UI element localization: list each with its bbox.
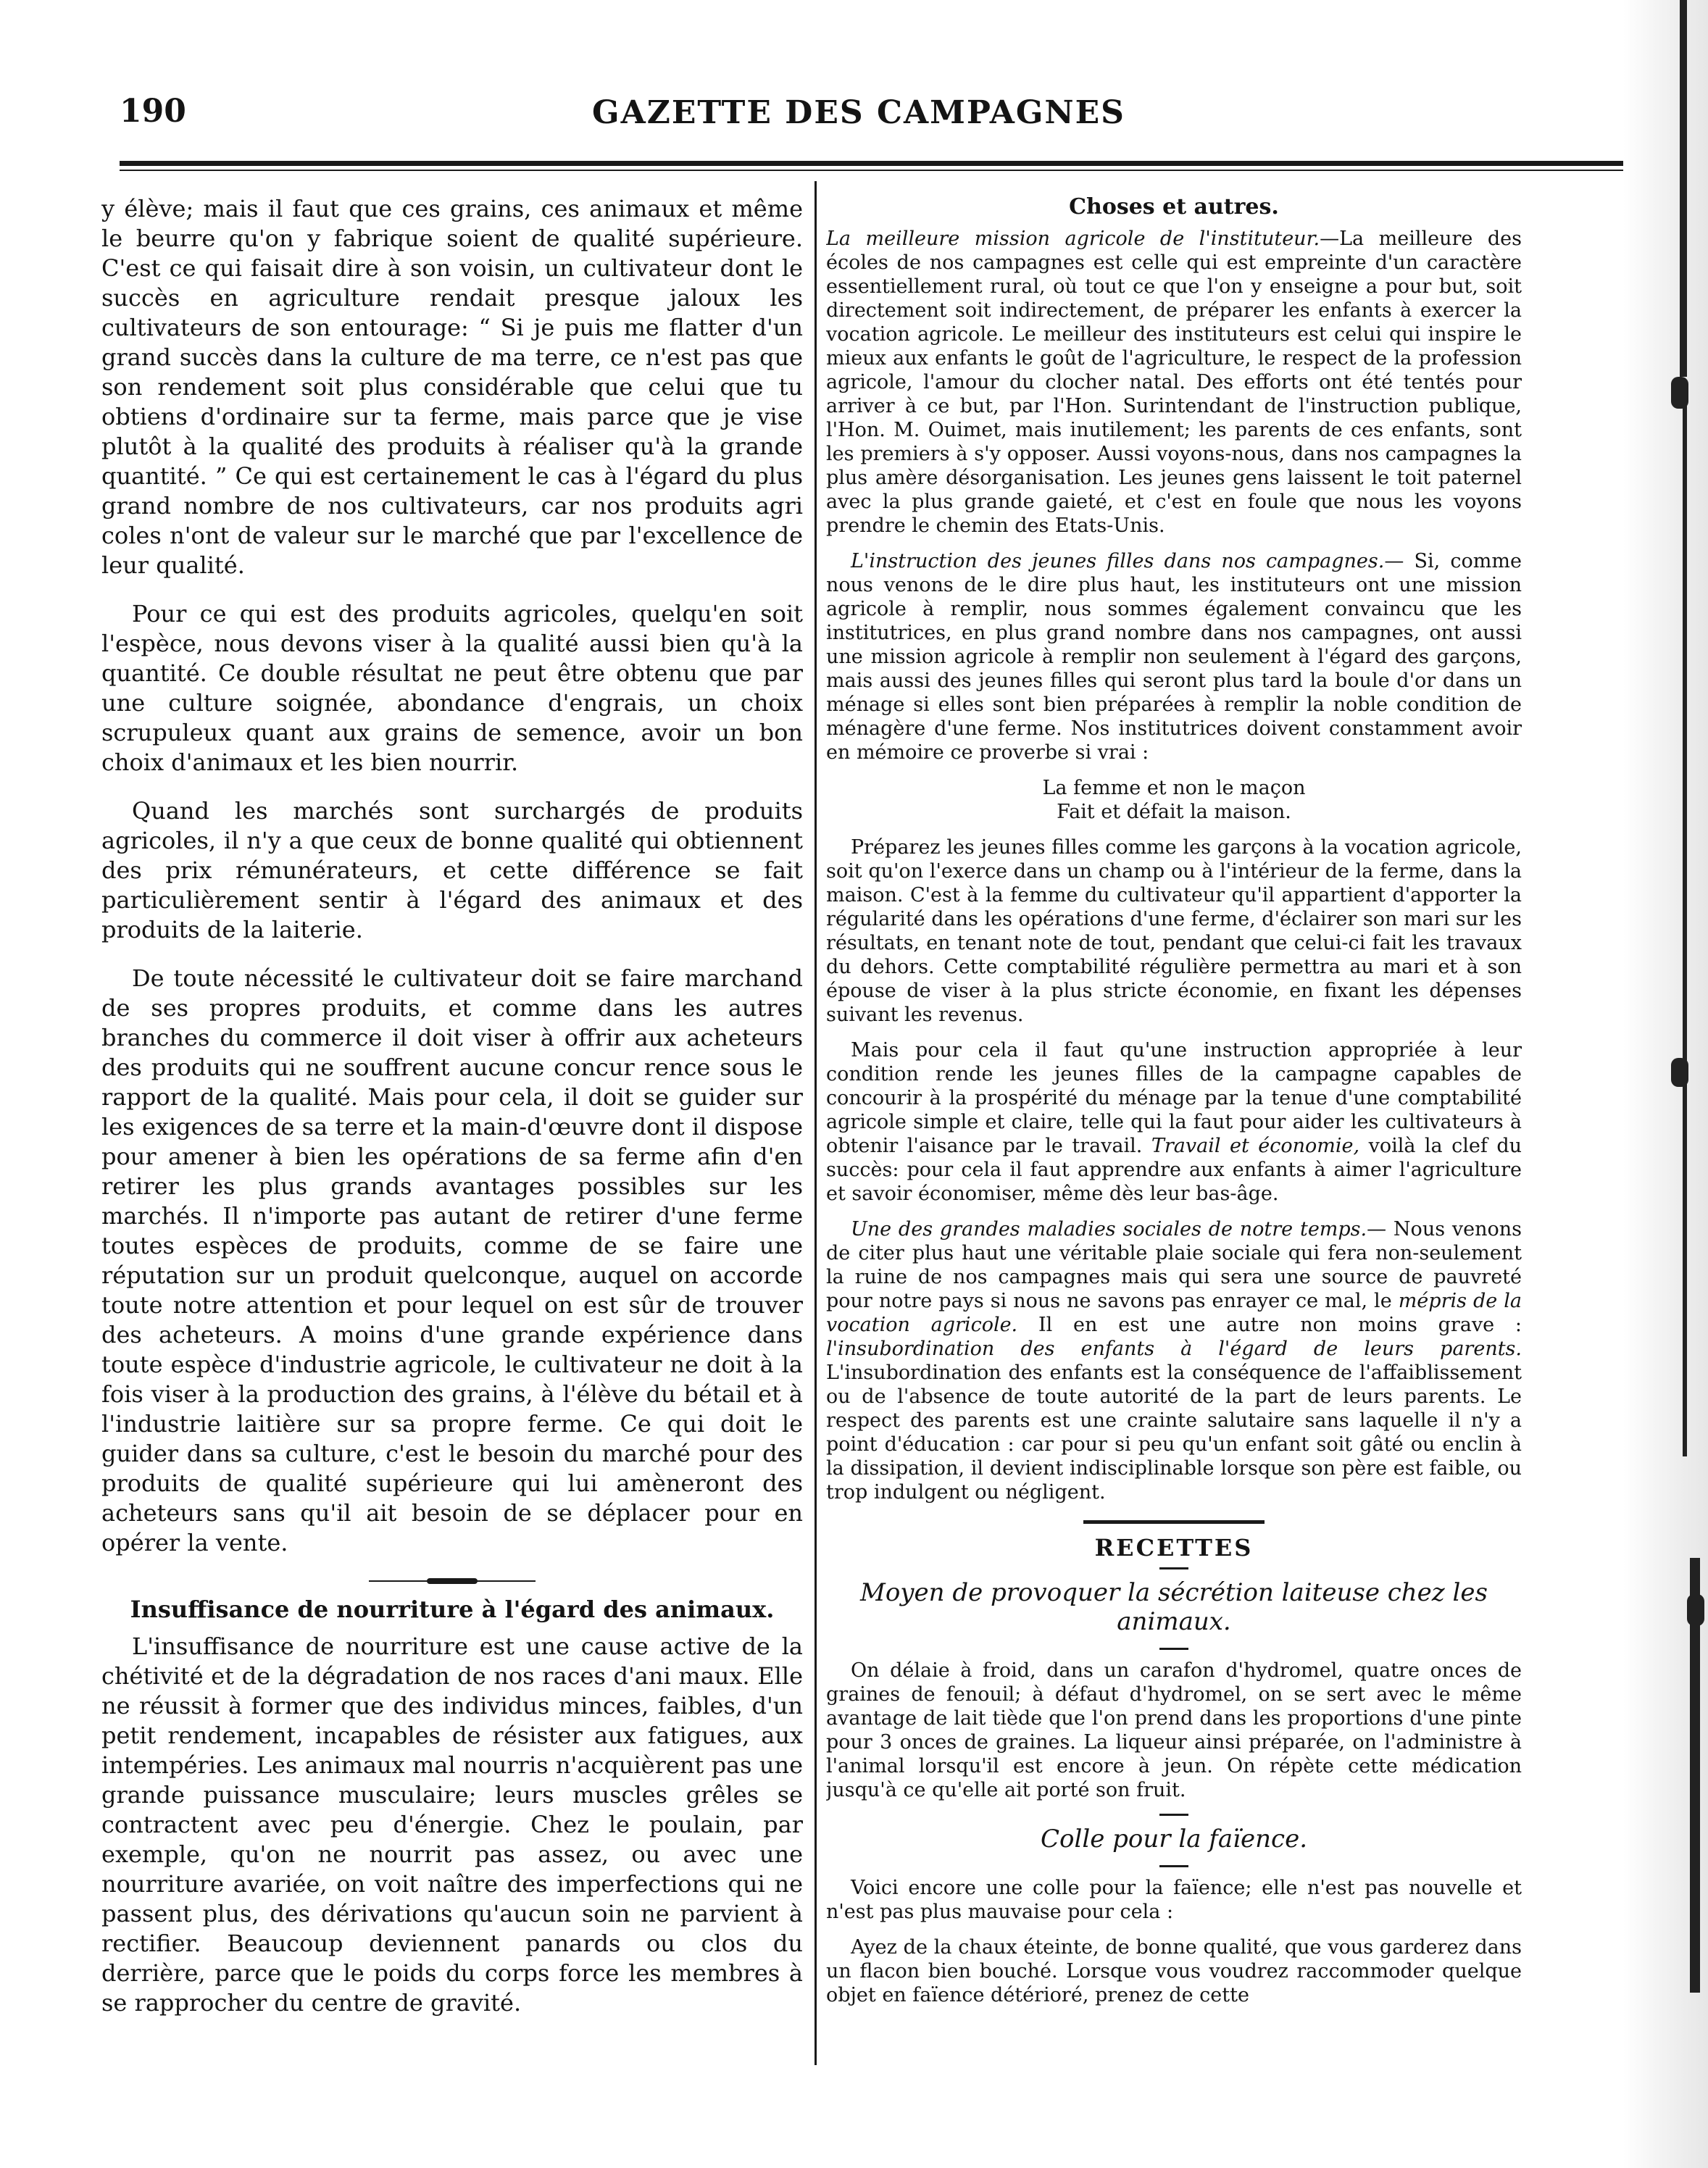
edge-mark-1 <box>1680 0 1687 377</box>
publication-title: GAZETTE DES CAMPAGNES <box>592 94 1125 131</box>
edge-mark-2 <box>1683 406 1687 1456</box>
recettes-separator-rule <box>1083 1520 1265 1524</box>
left-paragraph-3: Quand les marchés sont surchargés de produits agricoles, il n'y a que ceux de bonne qualité qui obtiennent des prix rémunérateurs, et cette différence se fait particulièrement sentir à l'égard des animaux et des produits de la laiterie. <box>101 797 803 943</box>
right-column <box>826 194 1522 2052</box>
article-title-mission-agricole: La meilleure mission agricole de l'instituteur. <box>826 228 1320 250</box>
recipe-2-top-dash <box>1159 1814 1188 1816</box>
recipe-2-dash <box>1159 1865 1188 1867</box>
section-title-choses-et-autres: Choses et autres. <box>1069 194 1279 220</box>
recettes-dash <box>1159 1567 1188 1569</box>
article-maladies-text-b: Il en est une autre non moins grave : <box>1038 1314 1522 1336</box>
left-column <box>101 194 803 2052</box>
article-jeunes-filles-paragraph-2: Préparez les jeunes filles comme les garçons à la vocation agricole, soit qu'on l'exerce dans un champ ou à l'intérieur de la ferme, dans la maison. C'est à la femme du cultivateur qu'il appartient d'apporter la régularité dans les opérations d'une ferme, d'éclairer son mari sur les résultats, en tenant note de tout, pendant que celui-ci fait les travaux du dehors. Cette comptabilité régulière permettra au mari et à son épouse de viser à la plus stricte économie, en fixant les dépenses suivant les revenus. <box>826 836 1522 1026</box>
page-number: 190 <box>120 93 186 130</box>
recipe-colle-paragraph-2: Ayez de la chaux éteinte, de bonne qualité, que vous garderez dans un flacon bien bouché. Lorsque vous voudrez raccommoder quelque objet en faïence détérioré, prenez de cette <box>826 1936 1522 2006</box>
article-body-jeunes-filles: — Si, comme nous venons de le dire plus haut, les instituteurs ont une mission agricole à remplir, nous sommes également convaincu que les institutrices, en plus grand nombre dans nos campagnes, ont aussi une mission agricole à remplir non seulement à l'égard des garçons, mais aussi des jeunes filles qui seront plus tard la boule d'or dans un ménage si elles sont bien préparées à remplir la noble condition de ménagère d'une ferme. Nos institutrices doivent constamment avoir en mémoire ce proverbe si vrai : <box>826 550 1522 764</box>
left-paragraph-2: Pour ce qui est des produits agricoles, quelqu'en soit l'espèce, nous devons viser à la qualité aussi bien qu'à la quantité. Ce double résultat ne peut être obtenu que par une culture soignée, abondance d'engrais, un choix scrupuleux quant aux grains de semence, avoir un bon choix d'animaux et les bien nourrir. <box>101 600 803 776</box>
recipe-title-colle-faience: Colle pour la faïence. <box>1040 1825 1308 1854</box>
left-paragraph-4: De toute nécessité le cultivateur doit se faire marchand de ses propres produits, et comme dans les autres branches du commerce il doit viser à offrir aux acheteurs des produits qui ne souffrent aucune concur rence sous le rapport de la qualité. Mais pour cela, il doit se guider sur les exigences de sa terre et la main-d'œuvre dont il dispose pour amener à bien les opérations de sa ferme afin d'en retirer les plus grands avantages possibles sur les marchés. Il n'importe pas autant de retirer d'une ferme toutes espèces de produits, comme de se faire une réputation sur un produit quelconque, auquel on accorde toute notre attention et pour lequel on est sûr de trouver des acheteurs. A moins d'une grande expérience dans toute espèce d'industrie agricole, le cultivateur ne doit à la fois viser à la production des grains, à l'élève du bétail et à l'industrie laitière sur sa propre ferme. Ce qui doit le guider dans sa culture, c'est le besoin du marché pour des produits de qualité supérieure qui lui amèneront des acheteurs sans qu'il ait besoin de se déplacer pour en opérer la vente. <box>101 964 803 1556</box>
article-body-mission-agricole: —La meilleure des écoles de nos campagnes est celle qui est empreinte d'un caractère essentiellement rural, où tout ce que l'on y enseigne a pour but, soit directement soit indirectement, de préparer les enfants à exercer la vocation agricole. Le meilleur des instituteurs est celui qui inspire le mieux aux enfants le goût de l'agriculture, le respect de la profession agricole, l'amour du clocher natal. Des efforts ont été tentés pour arriver à ce but, par l'Hon. Surintendant de l'instruction publique, l'Hon. M. Ouimet, mais inutilement; les parents de ces enfants, sont les premiers à s'y opposer. Aussi voyons-nous, dans nos campagnes la plus amère désorganisation. Les jeunes gens laissent le toit paternel avec la plus grande gaieté, et c'est en foule que nous les voyons prendre le chemin des Etats-Unis. <box>826 228 1522 537</box>
recipe-1-dash <box>1159 1648 1188 1650</box>
article-maladies-text-a: — Nous venons de citer plus haut une véritable plaie sociale qui fera non-seulement la ruine de nos campagnes mais qui sera une source de pauvreté pour notre pays si nous ne savons pas enrayer ce mal, le <box>826 1218 1522 1312</box>
proverb-line-1: La femme et non le maçon <box>1042 777 1306 799</box>
left-paragraph-5: L'insuffisance de nourriture est une cause active de la chétivité et de la dégradation de nos races d'ani maux. Elle ne réussit à former que des individus minces, faibles, d'un petit rendement, incapables de résister aux fatigues, aux intempéries. Les animaux mal nourris n'acquièrent pas une grande puissance musculaire; leurs muscles grêles se contractent avec peu d'énergie. Chez le poulain, par exemple, qu'on ne nourrit pas assez, ou avec une nourriture avariée, on voit naître des imperfections qui ne passent plus, des dérivations qu'aucun soin ne parvient à rectifier. Beaucoup deviennent panards ou clos du derrière, parce que le poids du corps force les membres à se rapprocher du centre de gravité. <box>101 1633 803 2017</box>
left-paragraph-1: y élève; mais il faut que ces grains, ces animaux et même le beurre qu'on y fabrique soient de qualité supérieure. C'est ce qui faisait dire à son voisin, un cultivateur dont le succès en agriculture rendait presque jaloux les cultivateurs de son entourage: “ Si je puis me flatter d'un grand succès dans la culture de ma terre, ce n'est pas que son rendement soit plus considérable que celui que tu obtiens d'ordinaire sur ta ferme, mais parce que je vise plutôt à la qualité des produits à réaliser qu'à la grande quantité. ” Ce qui est certainement le cas à l'égard du plus grand nombre de nos cultivateurs, car nos produits agri coles n'ont de valeur sur le marché que par l'excellence de leur qualité. <box>101 195 803 579</box>
edge-blot-2 <box>1671 1058 1688 1087</box>
article-jeunes-filles-p3-emphasis: Travail et économie, <box>1151 1135 1360 1157</box>
proverb-verse <box>826 776 1522 824</box>
proverb-line-2: Fait et défait la maison. <box>1057 801 1291 823</box>
edge-blot-3 <box>1687 1594 1704 1626</box>
article-title-jeunes-filles: L'instruction des jeunes filles dans nos campagnes. <box>851 550 1385 572</box>
header-rule-thick <box>120 161 1630 166</box>
section-separator-ornament <box>369 1578 536 1584</box>
article-jeunes-filles-p3-text-a: Mais pour cela il faut qu'une instruction appropriée à leur condition rende les jeunes filles de la campagne capables de concourir à la prospérité du ménage par la tenue d'une comptabilité agricole simple et claire, telle qui la faut pour aider les cultivateurs à obtenir l'aisance par le travail. <box>826 1039 1522 1157</box>
article-jeunes-filles-p3-text-b: voilà la clef du succès: pour cela il faut apprendre aux enfants à aimer l'agriculture et savoir économiser, même dès leur bas-âge. <box>826 1135 1522 1205</box>
article-maladies-sociales <box>826 1217 1522 1504</box>
recipe-colle-paragraph-1: Voici encore une colle pour la faïence; elle n'est pas nouvelle et n'est pas plus mauvaise pour cela : <box>826 1877 1522 1923</box>
section-title-insuffisance: Insuffisance de nourriture à l'égard des animaux. <box>130 1596 775 1623</box>
article-jeunes-filles <box>826 549 1522 764</box>
column-divider <box>815 181 817 2065</box>
article-title-maladies-sociales: Une des grandes maladies sociales de notre temps. <box>851 1218 1367 1241</box>
page-header <box>120 93 1598 129</box>
recipe-body-secretion-laiteuse: On délaie à froid, dans un carafon d'hydromel, quatre onces de graines de fenouil; à défaut d'hydromel, on se sert avec le même avantage de lait tiède que l'on prend dans les proportions d'une pinte pour 3 onces de graines. La liqueur ainsi préparée, on l'administre à l'animal lorsqu'il est encore à jeun. On répète cette médication jusqu'à ce qu'elle ait porté son fruit. <box>826 1659 1522 1801</box>
section-title-recettes: RECETTES <box>1094 1534 1254 1562</box>
recipe-title-secretion-laiteuse: Moyen de provoquer la sécrétion laiteuse chez les animaux. <box>860 1578 1488 1636</box>
edge-blot-1 <box>1671 377 1688 409</box>
article-maladies-emphasis-2: l'insubordination des enfants à l'égard de leurs parents. <box>826 1338 1522 1360</box>
article-mission-agricole <box>826 227 1522 538</box>
article-jeunes-filles-paragraph-3 <box>826 1038 1522 1206</box>
article-maladies-emphasis-1: mépris de la vocation agricole. <box>826 1290 1522 1336</box>
header-rule-thin <box>120 170 1630 171</box>
article-maladies-text-c: L'insubordination des enfants est la conséquence de l'affaiblissement ou de l'absence de toute autorité de la part de leurs parents. Le respect des parents est une crainte salutaire sans laquelle il n'y a point d'éducation : car pour si peu qu'un enfant soit gâté ou enclin à la dissipation, il devient indisciplinable lorsque son père est faible, ou trop indulgent ou négligent. <box>826 1362 1522 1504</box>
